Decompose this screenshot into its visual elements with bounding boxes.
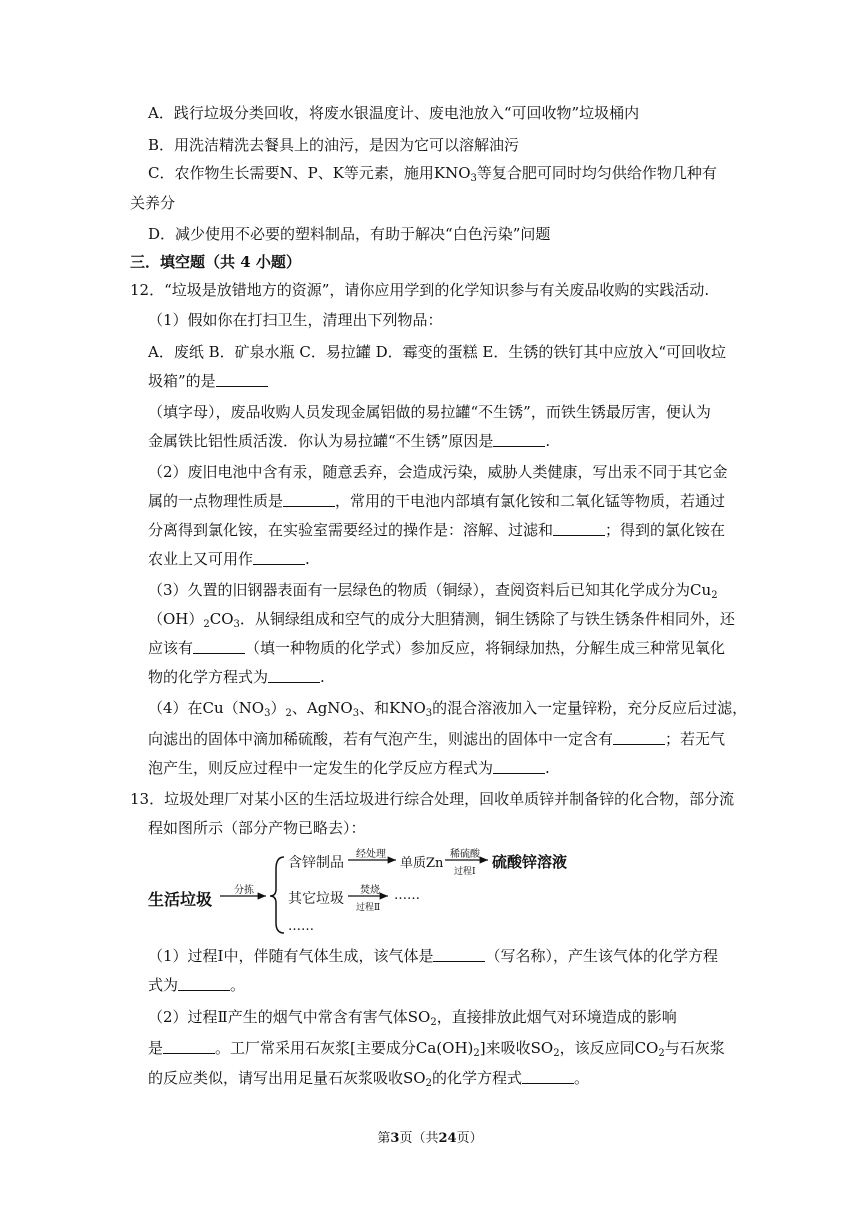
option-c-cont: 关养分 — [130, 194, 176, 212]
q12-line: 属的一点物理性质是 ，常用的干电池内部填有氯化铵和二氧化锰等物质，若通过 — [148, 492, 726, 510]
q12-line: 农业上又可用作 . — [148, 550, 310, 568]
flow-acid-label: 稀硫酸 — [450, 849, 480, 860]
option-a: A．践行垃圾分类回收，将废水银温度计、废电池放入“可回收物”垃圾桶内 — [148, 104, 640, 122]
q12-part3: （3）久置的旧钢器表面有一层绿色的物质（铜绿），查阅资料后已知其化学成分为$Cu_2$ — [148, 581, 718, 601]
q12-line: 分离得到氯化铵，在实验室需要经过的操作是：溶解、过滤和 ；得到的氯化铵在 — [148, 521, 726, 539]
answer-blank[interactable] — [216, 372, 268, 387]
answer-blank[interactable] — [163, 1039, 215, 1054]
flow-burn-label: 焚烧 — [360, 885, 380, 896]
flow-pretreat-label: 经处理 — [356, 849, 386, 860]
flow-process2-label: 过程Ⅱ — [356, 903, 381, 913]
flow-zinc: 单质Zn — [400, 856, 444, 871]
q12-part1: （1）假如你在打扫卫生，清理出下列物品： — [148, 311, 443, 329]
flow-start: 生活垃圾 — [148, 890, 213, 909]
page-number: 3 — [390, 1131, 400, 1146]
q13-line: 式为 。 — [148, 976, 246, 994]
q13-part2: （2）过程Ⅱ产生的烟气中常含有害气体$SO_2$，直接排放此烟气对环境造成的影响 — [148, 1008, 677, 1028]
q12-line: 应该有 （填一种物质的化学式）参加反应，将铜绿加热，分解生成三种常见氧化 — [148, 639, 726, 657]
answer-blank[interactable] — [522, 1069, 574, 1084]
question-12: 12．“垃圾是放错地方的资源”，请你应用学到的化学知识参与有关废品收购的实践活动. — [130, 281, 710, 299]
process-flowchart — [148, 843, 618, 935]
flow-ellipsis: …… — [288, 919, 314, 934]
answer-blank[interactable] — [253, 550, 305, 565]
q12-items: A．废纸 B．矿泉水瓶 C．易拉罐 D．霉变的蛋糕 E．生锈的铁钉其中应放入“可回收垃 — [148, 343, 727, 361]
flow-sort-label: 分拣 — [234, 885, 254, 896]
answer-blank[interactable] — [178, 976, 230, 991]
flow-process1-label: 过程Ⅰ — [454, 867, 476, 877]
answer-blank[interactable] — [268, 668, 320, 683]
q12-part2: （2）废旧电池中含有汞，随意丢弃，会造成污染，威胁人类健康，写出汞不同于其它金 — [148, 463, 728, 481]
flow-ellipsis: …… — [394, 888, 420, 903]
flow-product: 硫酸锌溶液 — [492, 853, 568, 871]
flow-branch-zinc: 含锌制品 — [288, 855, 344, 871]
answer-blank[interactable] — [193, 639, 245, 654]
answer-blank[interactable] — [283, 492, 335, 507]
answer-blank[interactable] — [493, 432, 545, 447]
answer-blank[interactable] — [613, 730, 665, 745]
page-total: 24 — [438, 1131, 457, 1146]
answer-blank[interactable] — [493, 759, 545, 774]
q13-part1: （1）过程Ⅰ中，伴随有气体生成，该气体是 （写名称），产生该气体的化学方程 — [148, 947, 718, 965]
flow-branch-other: 其它垃圾 — [288, 891, 344, 907]
option-d: D．减少使用不必要的塑料制品，有助于解决“白色污染”问题 — [148, 225, 551, 243]
q13-line: 是 。工厂常采用石灰浆[主要成分$Ca(OH)_2$]来吸收$SO_2$，该反应同$CO_2$与石灰浆 — [148, 1039, 725, 1059]
q12-items-cont: 圾箱”的是 — [148, 371, 268, 391]
q12-part4: （4）在$Cu(NO_3)_2$、AgNO$_3$、和$KNO_3$的混合溶液加入一定量锌粉，充分反应后过滤， — [148, 699, 748, 719]
option-c: C．农作物生长需要N、P、K等元素，施用$KNO_3$等复合肥可同时均匀供给作物几种有 — [148, 164, 717, 184]
section-heading: 三．填空题（共 4 小题） — [130, 253, 301, 271]
option-b: B．用洗洁精洗去餐具上的油污，是因为它可以溶解油污 — [148, 136, 520, 154]
question-13: 13．垃圾处理厂对某小区的生活垃圾进行综合处理，回收单质锌并制备锌的化合物，部分流 — [130, 790, 735, 808]
page-footer: 第3页（共24页） — [377, 1131, 483, 1146]
q12-line: 金属铁比铝性质活泼．你认为易拉罐“不生锈”原因是 . — [148, 432, 551, 450]
answer-blank[interactable] — [553, 521, 605, 536]
answer-blank[interactable] — [433, 947, 485, 962]
q12-line: 向滤出的固体中滴加稀硫酸，若有气泡产生，则滤出的固体中一定含有 ；若无气 — [148, 730, 726, 748]
q12-line: （填字母），废品收购人员发现金属铝做的易拉罐“不生锈”，而铁生锈最厉害，便认为 — [148, 403, 711, 421]
branch-brace — [270, 857, 284, 933]
q12-line: $(OH)_2CO_3$．从铜绿组成和空气的成分大胆猜测，铜生锈除了与铁生锈条件相同外，还 — [148, 610, 735, 630]
q13-line: 的反应类似，请写出用足量石灰浆吸收$SO_2$的化学方程式 。 — [148, 1069, 589, 1089]
question-13-cont: 程如图所示（部分产物已略去）： — [148, 819, 366, 837]
q12-line: 泡产生，则反应过程中一定发生的化学反应方程式为 . — [148, 759, 550, 777]
q12-line: 物的化学方程式为 . — [148, 668, 325, 686]
